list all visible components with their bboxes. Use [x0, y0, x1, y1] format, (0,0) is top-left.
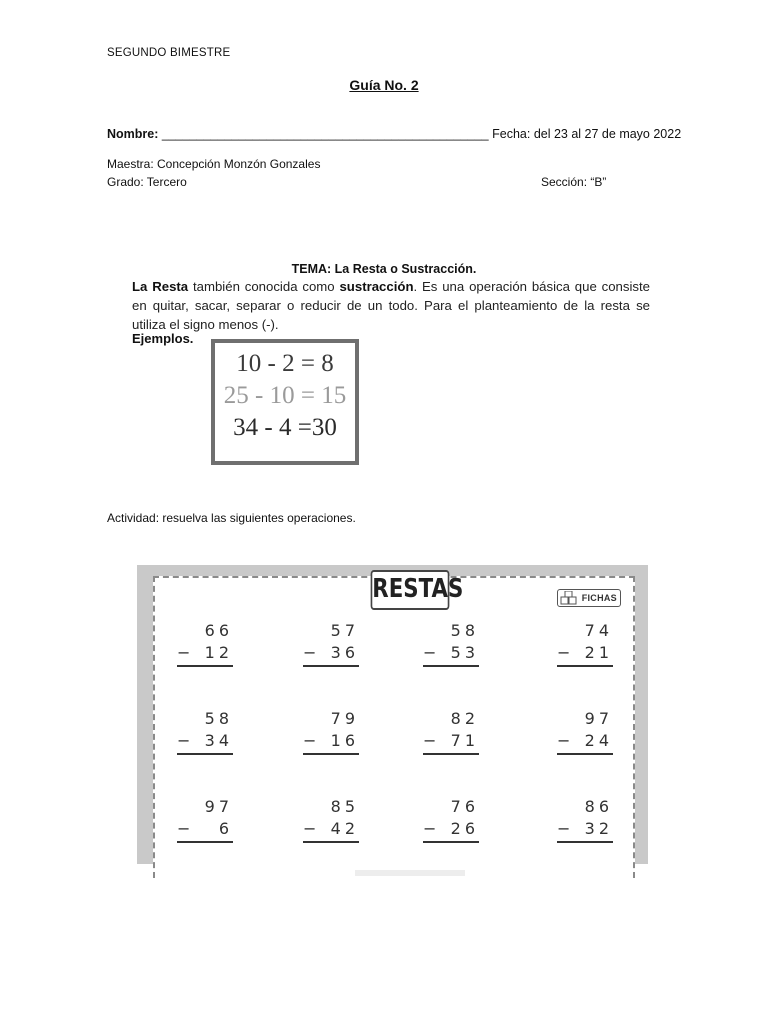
minus-sign: − — [303, 731, 317, 750]
minus-sign: − — [557, 819, 571, 838]
maestra-label: Maestra: Concepción Monzón Gonzales — [107, 157, 321, 171]
minus-sign: − — [177, 643, 191, 662]
ejemplo-2: 25 - 10 = 15 — [223, 382, 347, 409]
answer-line[interactable] — [177, 753, 233, 755]
answer-line[interactable] — [423, 841, 479, 843]
fecha-value: del 23 al 27 de mayo 2022 — [533, 127, 682, 141]
subtrahend: 16 — [330, 731, 359, 750]
minuend: 58 — [450, 621, 479, 640]
nombre-blank[interactable]: _______________________________________________ — [161, 127, 489, 141]
subtrahend: 26 — [450, 819, 479, 838]
minuend: 58 — [204, 709, 233, 728]
bimestre-label: SEGUNDO BIMESTRE — [107, 47, 231, 59]
ejemplos-box — [211, 339, 359, 465]
minuend: 76 — [450, 797, 479, 816]
subtrahend: 53 — [450, 643, 479, 662]
grado-label: Grado: Tercero — [107, 175, 187, 189]
ejemplos-label: Ejemplos. — [132, 331, 194, 346]
subtrahend: 12 — [204, 643, 233, 662]
minus-sign: − — [177, 731, 191, 750]
tema-term: La Resta — [132, 279, 189, 294]
abc-blocks-icon — [560, 591, 582, 605]
tema-text-b: . Es una operación básica que consiste en quitar, sacar, separar o reducir de un todo. Para el planteamiento de la resta se utiliza el signo menos (-). — [132, 279, 651, 332]
minus-sign: − — [177, 819, 191, 838]
problem-3-1 — [177, 796, 233, 843]
tema-paragraph — [132, 277, 650, 334]
minuend: 85 — [330, 797, 359, 816]
subtrahend: 24 — [584, 731, 613, 750]
minuend: 66 — [204, 621, 233, 640]
answer-line[interactable] — [303, 753, 359, 755]
restas-worksheet — [137, 565, 648, 864]
subtrahend: 34 — [204, 731, 233, 750]
minus-sign: − — [423, 643, 437, 662]
minuend: 97 — [204, 797, 233, 816]
minus-sign: − — [423, 819, 437, 838]
minus-sign: − — [557, 643, 571, 662]
answer-line[interactable] — [557, 753, 613, 755]
answer-line[interactable] — [177, 841, 233, 843]
nombre-label: Nombre: — [107, 127, 159, 141]
problem-2-4 — [557, 708, 613, 755]
problem-1-1 — [177, 620, 233, 667]
tema-title: TEMA: La Resta o Sustracción. — [291, 262, 477, 276]
minuend: 57 — [330, 621, 359, 640]
problem-2-1 — [177, 708, 233, 755]
worksheet-title: RESTAS — [371, 570, 450, 610]
minuend: 97 — [584, 709, 613, 728]
minus-sign: − — [303, 819, 317, 838]
decorative-bar — [355, 870, 465, 876]
problem-2-2 — [303, 708, 359, 755]
minuend: 74 — [584, 621, 613, 640]
ejemplo-1: 10 - 2 = 8 — [236, 350, 334, 377]
subtrahend: 6 — [218, 819, 233, 838]
minus-sign: − — [423, 731, 437, 750]
problem-1-4 — [557, 620, 613, 667]
ejemplo-3: 34 - 4 =30 — [233, 414, 337, 441]
answer-line[interactable] — [557, 841, 613, 843]
subtrahend: 42 — [330, 819, 359, 838]
problem-3-2 — [303, 796, 359, 843]
problem-3-4 — [557, 796, 613, 843]
problem-3-3 — [423, 796, 479, 843]
fichas-brand: FICHAS — [581, 593, 617, 603]
tema-term2: sustracción — [339, 279, 414, 294]
fichas-logo — [557, 589, 621, 607]
seccion-label: Sección: “B” — [541, 175, 607, 189]
answer-line[interactable] — [423, 665, 479, 667]
subtrahend: 71 — [450, 731, 479, 750]
fecha-label: Fecha: — [492, 127, 531, 141]
worksheet-inner — [153, 576, 635, 878]
minuend: 86 — [584, 797, 613, 816]
page-title: Guía No. 2 — [349, 77, 419, 93]
tema-text-a: también conocida como — [188, 279, 340, 294]
problem-2-3 — [423, 708, 479, 755]
answer-line[interactable] — [303, 841, 359, 843]
answer-line[interactable] — [423, 753, 479, 755]
minus-sign: − — [303, 643, 317, 662]
answer-line[interactable] — [177, 665, 233, 667]
subtrahend: 36 — [330, 643, 359, 662]
minus-sign: − — [557, 731, 571, 750]
minuend: 79 — [330, 709, 359, 728]
subtrahend: 21 — [584, 643, 613, 662]
minuend: 82 — [450, 709, 479, 728]
nombre-fecha-line — [107, 127, 681, 141]
answer-line[interactable] — [303, 665, 359, 667]
problem-1-2 — [303, 620, 359, 667]
subtrahend: 32 — [584, 819, 613, 838]
answer-line[interactable] — [557, 665, 613, 667]
actividad-instructions: Actividad: resuelva las siguientes operaciones. — [107, 511, 356, 525]
problem-1-3 — [423, 620, 479, 667]
